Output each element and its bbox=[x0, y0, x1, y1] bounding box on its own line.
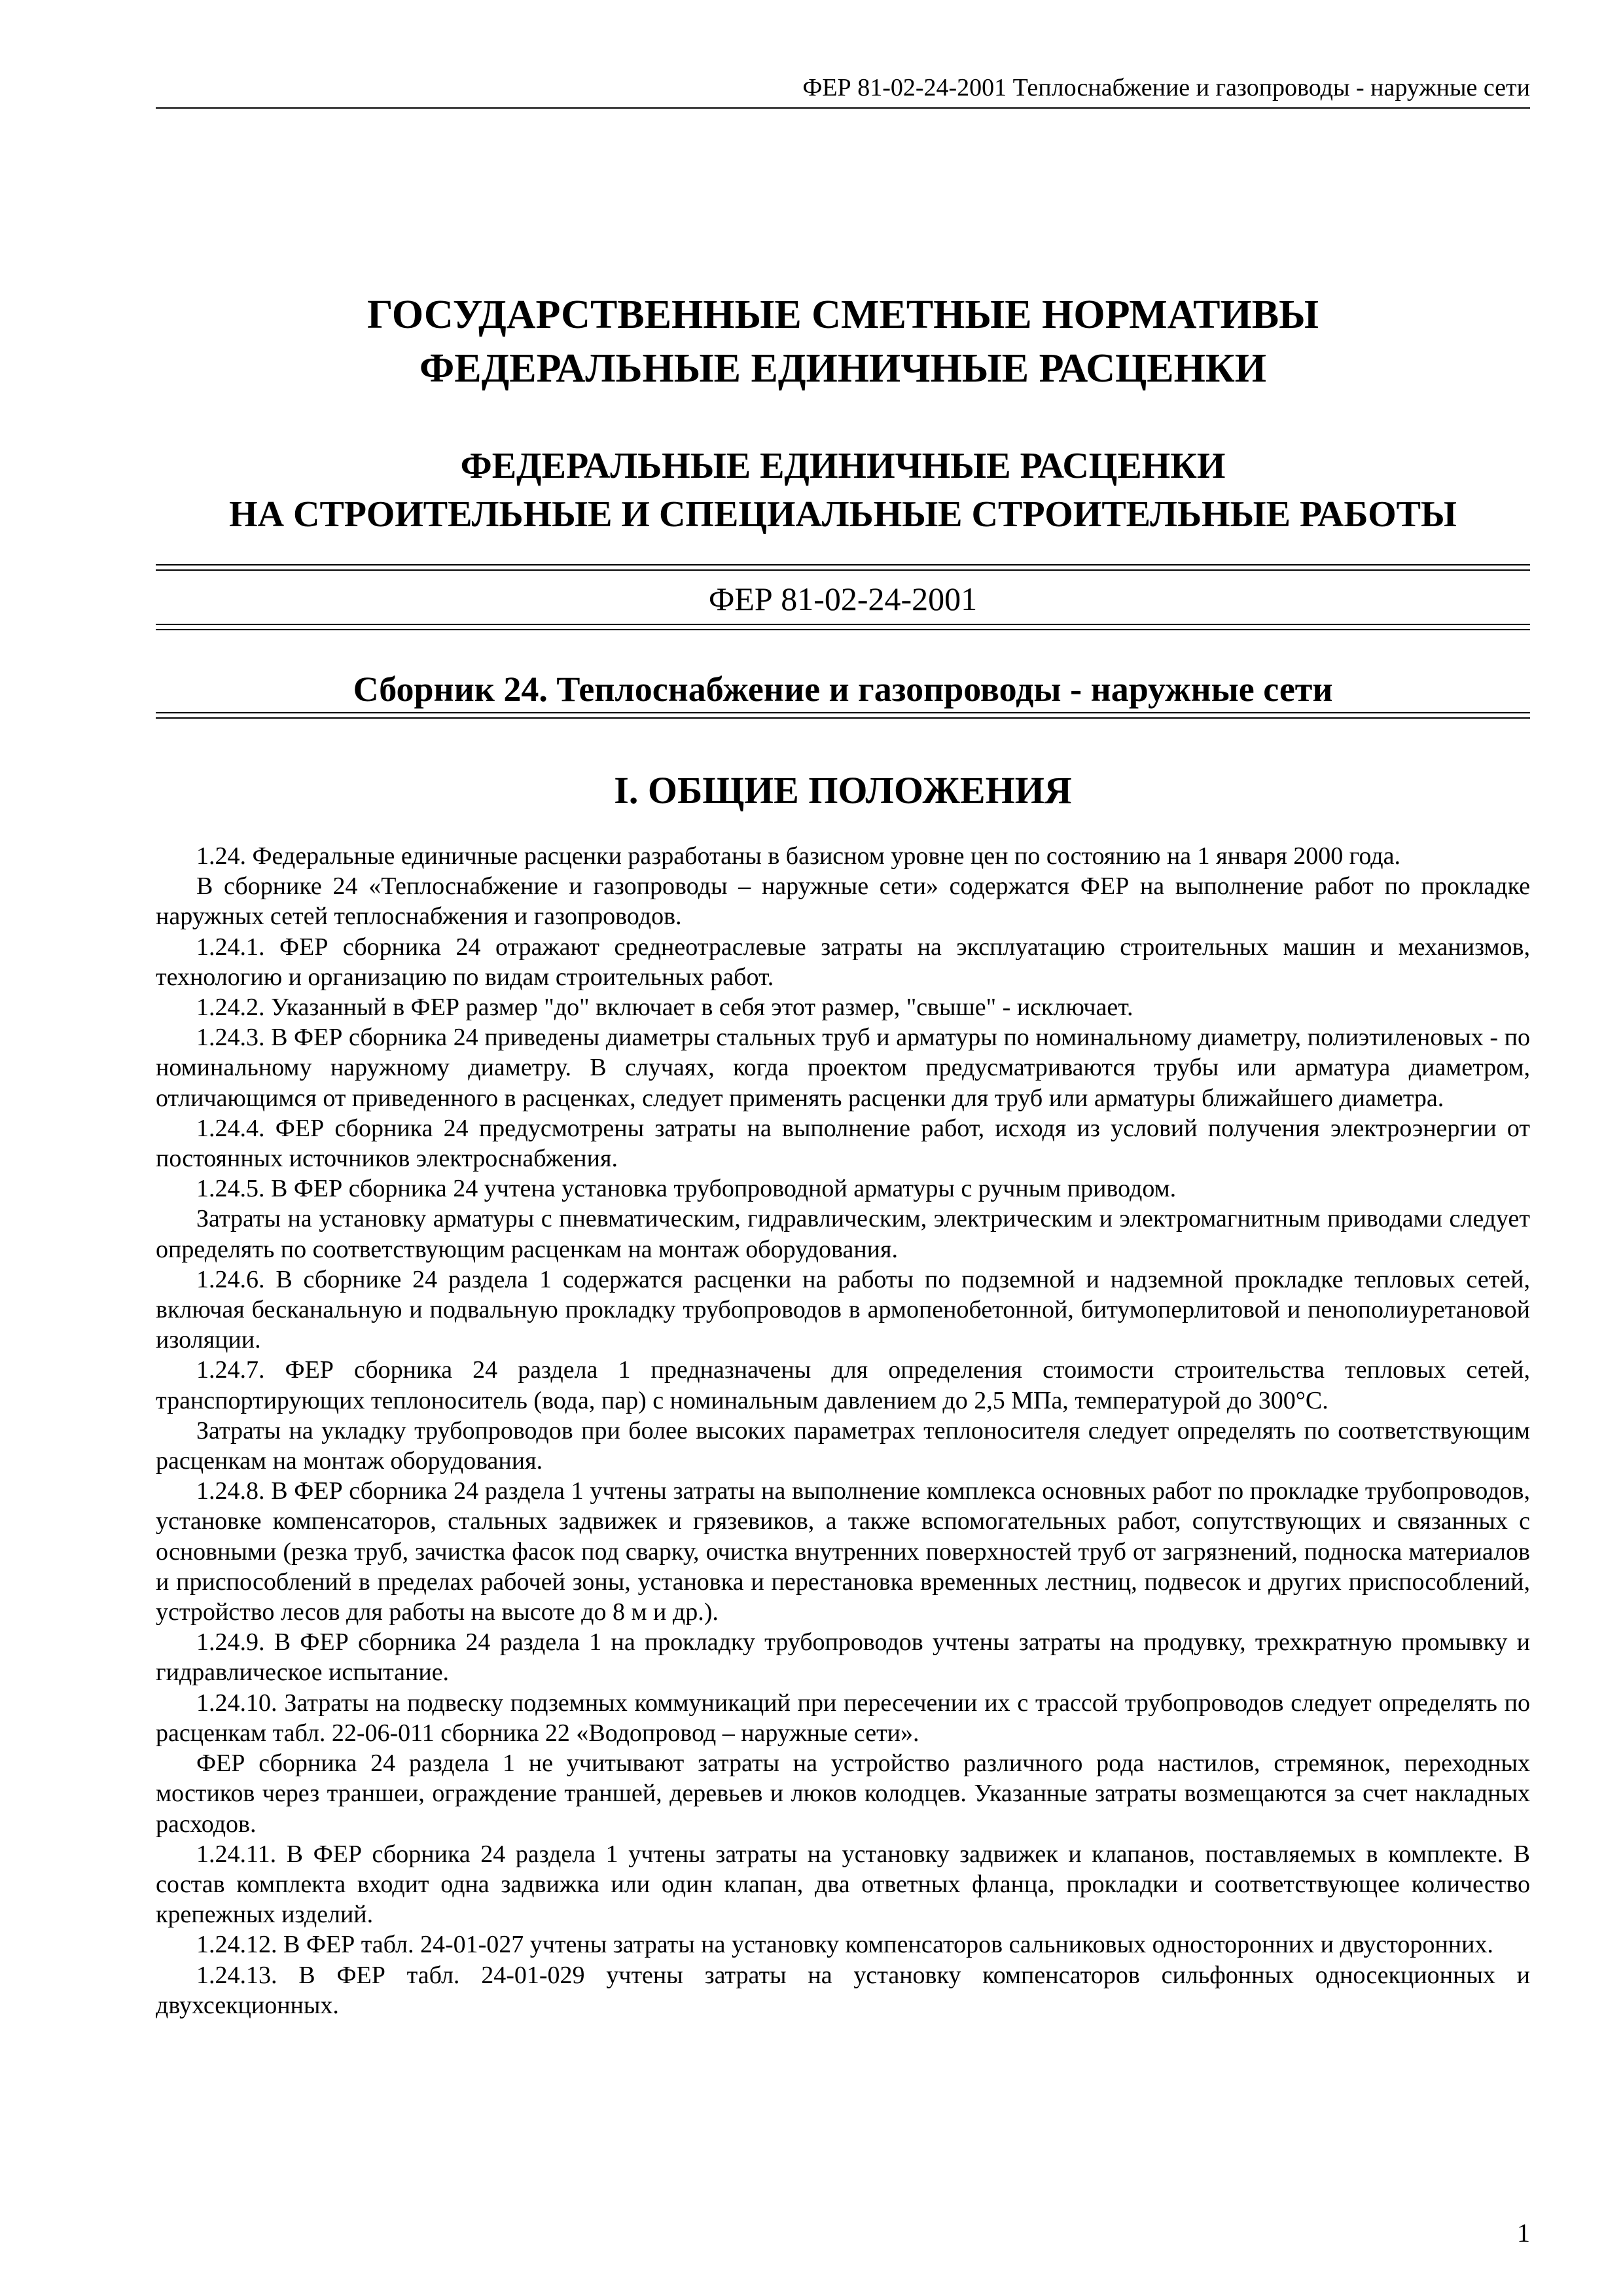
double-rule-bottom bbox=[156, 712, 1530, 719]
body-text bbox=[156, 841, 1530, 2020]
document-subtitle bbox=[156, 442, 1530, 539]
double-rule-middle bbox=[156, 624, 1530, 630]
paragraph: 1.24.1. ФЕР сборника 24 отражают среднеотраслевые затраты на эксплуатацию строительных машин и механизмов, технологию и организацию по видам строительных работ. bbox=[156, 933, 1530, 991]
title-line-2: ФЕДЕРАЛЬНЫЕ ЕДИНИЧНЫЕ РАСЦЕНКИ bbox=[419, 346, 1266, 391]
section-title: I. ОБЩИЕ ПОЛОЖЕНИЯ bbox=[614, 769, 1072, 812]
page-number: 1 bbox=[1517, 2218, 1530, 2248]
subtitle-line-1: ФЕДЕРАЛЬНЫЕ ЕДИНИЧНЫЕ РАСЦЕНКИ bbox=[460, 446, 1226, 486]
document-title bbox=[156, 288, 1530, 395]
paragraph: 1.24.6. В сборнике 24 раздела 1 содержатся расценки на работы по подземной и надземной прокладке тепловых сетей, включая бесканальную и подвальную прокладку трубопроводов в армопенобетонной, битумоперлитовой и пенополиуретановой изоляции. bbox=[156, 1265, 1530, 1354]
double-rule-top bbox=[156, 564, 1530, 571]
document-code: ФЕР 81-02-24-2001 bbox=[708, 581, 978, 617]
paragraph: 1.24.11. В ФЕР сборника 24 раздела 1 учтены затраты на установку задвижек и клапанов, поставляемых в комплекте. В состав комплекта входит одна задвижка или один клапан, два ответных фланца, прокладки и соответствующее количество крепежных изделий. bbox=[156, 1840, 1530, 1929]
paragraph: 1.24.12. В ФЕР табл. 24-01-027 учтены затраты на установку компенсаторов сальниковых односторонних и двусторонних. bbox=[196, 1931, 1493, 1959]
paragraph: Затраты на укладку трубопроводов при более высоких параметрах теплоносителя следует определять по соответствующим расценкам на монтаж оборудования. bbox=[156, 1416, 1530, 1475]
paragraph: 1.24.10. Затраты на подвеску подземных коммуникаций при пересечении их с трассой трубопроводов следует определять по расценкам табл. 22-06-011 сборника 22 «Водопровод – наружные сети». bbox=[156, 1689, 1530, 1747]
collection-title: Сборник 24. Теплоснабжение и газопроводы - наружные сети bbox=[353, 670, 1333, 709]
paragraph: Затраты на установку арматуры с пневматическим, гидравлическим, электрическим и электромагнитным приводами следует определять по соответствующим расценкам на монтаж оборудования. bbox=[156, 1205, 1530, 1263]
running-header: ФЕР 81-02-24-2001 Теплоснабжение и газопроводы - наружные сети bbox=[802, 74, 1530, 101]
paragraph: 1.24.8. В ФЕР сборника 24 раздела 1 учтены затраты на выполнение комплекса основных работ по прокладке трубопроводов, установке компенсаторов, стальных задвижек и грязевиков, а также вспомогательных работ, сопутствующих и связанных с основными (резка труб, зачистка фасок под сварку, очистка внутренних поверхностей труб от загрязнений, подноска материалов и приспособлений в пределах рабочей зоны, установка и перестановка временных лестниц, подвесок и других приспособлений, устройство лесов для работы на высоте до 8 м и др.). bbox=[156, 1477, 1530, 1626]
title-line-1: ГОСУДАРСТВЕННЫЕ СМЕТНЫЕ НОРМАТИВЫ bbox=[367, 293, 1319, 337]
subtitle-line-2: НА СТРОИТЕЛЬНЫЕ И СПЕЦИАЛЬНЫЕ СТРОИТЕЛЬНЫЕ РАБОТЫ bbox=[229, 494, 1457, 535]
paragraph: 1.24.4. ФЕР сборника 24 предусмотрены затраты на выполнение работ, исходя из условий получения электроэнергии от постоянных источников электроснабжения. bbox=[156, 1114, 1530, 1173]
paragraph: 1.24.7. ФЕР сборника 24 раздела 1 предназначены для определения стоимости строительства тепловых сетей, транспортирующих теплоноситель (вода, пар) с номинальным давлением до 2,5 МПа, температурой до 300°С. bbox=[156, 1356, 1530, 1414]
paragraph: В сборнике 24 «Теплоснабжение и газопроводы – наружные сети» содержатся ФЕР на выполнение работ по прокладке наружных сетей теплоснабжения и газопроводов. bbox=[156, 872, 1530, 931]
paragraph: 1.24.5. В ФЕР сборника 24 учтена установка трубопроводной арматуры с ручным приводом. bbox=[196, 1175, 1177, 1203]
paragraph: ФЕР сборника 24 раздела 1 не учитывают затраты на устройство различного рода настилов, стремянок, переходных мостиков через траншеи, ограждение траншей, деревьев и люков колодцев. Указанные затраты возмещаются за счет накладных расходов. bbox=[156, 1749, 1530, 1838]
paragraph: 1.24. Федеральные единичные расценки разработаны в базисном уровне цен по состоянию на 1 января 2000 года. bbox=[196, 842, 1400, 870]
paragraph: 1.24.9. В ФЕР сборника 24 раздела 1 на прокладку трубопроводов учтены затраты на продувку, трехкратную промывку и гидравлическое испытание. bbox=[156, 1628, 1530, 1687]
header-rule bbox=[156, 107, 1530, 109]
paragraph: 1.24.13. В ФЕР табл. 24-01-029 учтены затраты на установку компенсаторов сильфонных односекционных и двухсекционных. bbox=[156, 1961, 1530, 2019]
paragraph: 1.24.3. В ФЕР сборника 24 приведены диаметры стальных труб и арматуры по номинальному диаметру, полиэтиленовых - по номинальному наружному диаметру. В случаях, когда проектом предусматриваются трубы или арматура диаметром, отличающимся от приведенного в расценках, следует применять расценки для труб или арматуры ближайшего диаметра. bbox=[156, 1024, 1530, 1112]
paragraph: 1.24.2. Указанный в ФЕР размер "до" включает в себя этот размер, "свыше" - исключает. bbox=[196, 994, 1133, 1022]
